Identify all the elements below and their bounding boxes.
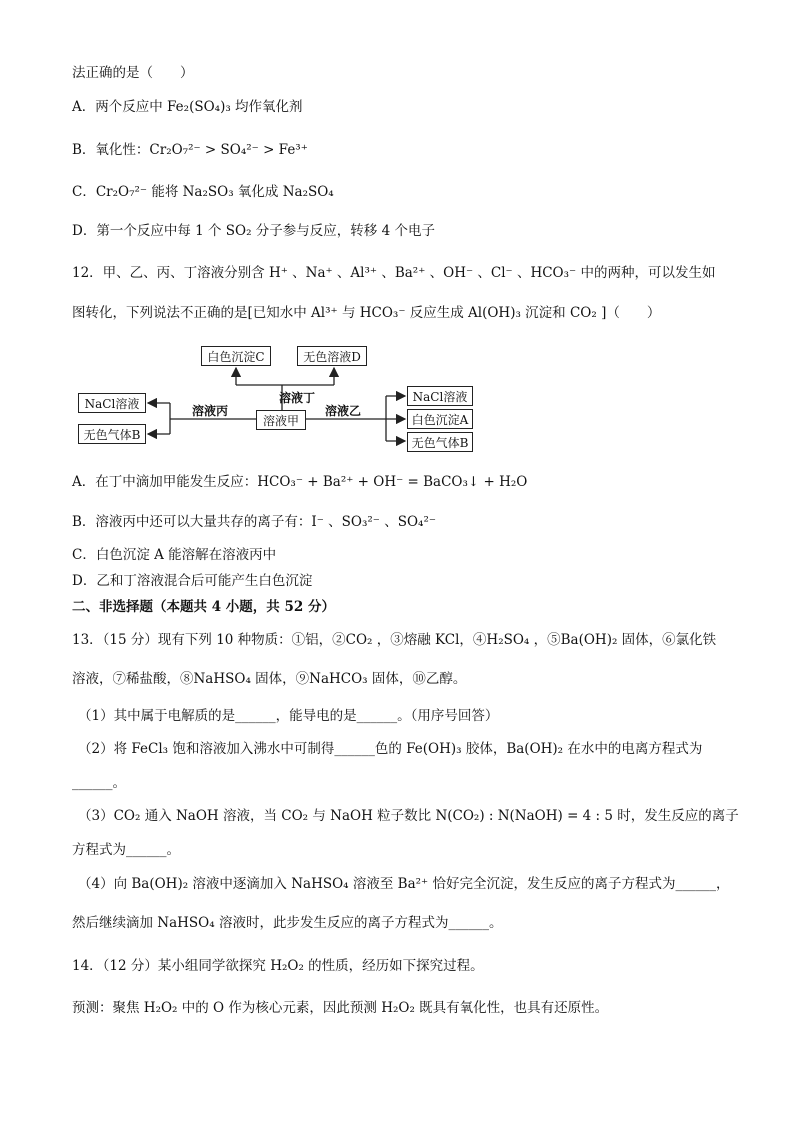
q13-stem-line2: 溶液，⑦稀盐酸，⑧NaHSO₄ 固体，⑨NaHCO₃ 固体，⑩乙醇。 bbox=[72, 671, 467, 687]
diagram-arrows bbox=[0, 0, 794, 460]
q13-part2-blank: ______。 bbox=[72, 775, 126, 791]
q11-option-b: B．氧化性：Cr₂O₇²⁻ > SO₄²⁻ > Fe³⁺ bbox=[72, 142, 308, 158]
section-heading: 二、非选择题（本题共 4 小题，共 52 分） bbox=[72, 599, 335, 615]
box-solution-jia: 溶液甲 bbox=[256, 410, 306, 430]
box-gas-b-left: 无色气体B bbox=[78, 424, 146, 444]
q12-option-d: D．乙和丁溶液混合后可能产生白色沉淀 bbox=[72, 573, 313, 589]
q12-option-b: B．溶液丙中还可以大量共存的离子有：I⁻ 、SO₃²⁻ 、SO₄²⁻ bbox=[72, 514, 436, 530]
q11-stem-end: 法正确的是（ ） bbox=[72, 65, 194, 81]
box-nacl-right: NaCl溶液 bbox=[407, 386, 473, 406]
q13-part4-continued: 然后继续滴加 NaHSO₄ 溶液时，此步发生反应的离子方程式为______。 bbox=[72, 915, 503, 931]
box-nacl-left: NaCl溶液 bbox=[78, 393, 146, 413]
label-solution-bing: 溶液丙 bbox=[192, 404, 229, 418]
q11-option-d: D．第一个反应中每 1 个 SO₂ 分子参与反应，转移 4 个电子 bbox=[72, 223, 435, 239]
q11-option-a: A．两个反应中 Fe₂(SO₄)₃ 均作氧化剂 bbox=[72, 99, 303, 115]
box-white-precipitate-a: 白色沉淀A bbox=[407, 409, 473, 429]
q13-part4: （4）向 Ba(OH)₂ 溶液中逐滴加入 NaHSO₄ 溶液至 Ba²⁺ 恰好完全沉淀，发生反应的离子方程式为______， bbox=[78, 876, 730, 892]
q13-stem-line1: 13．（15 分）现有下列 10 种物质：①铝，②CO₂ ，③熔融 KCl，④H₂SO₄ ，⑤Ba(OH)₂ 固体，⑥氯化铁 bbox=[72, 632, 717, 648]
box-white-precipitate-c: 白色沉淀C bbox=[201, 346, 271, 366]
q11-option-c: C．Cr₂O₇²⁻ 能将 Na₂SO₃ 氧化成 Na₂SO₄ bbox=[72, 184, 334, 200]
label-solution-ding: 溶液丁 bbox=[279, 391, 316, 405]
q13-part3-answer: 方程式为______。 bbox=[72, 842, 180, 858]
box-gas-b-right: 无色气体B bbox=[407, 432, 473, 452]
q13-part1: （1）其中属于电解质的是______，能导电的是______。（用序号回答） bbox=[78, 708, 499, 724]
q12-option-a: A．在丁中滴加甲能发生反应：HCO₃⁻ + Ba²⁺ + OH⁻ = BaCO₃↓ + H₂O bbox=[72, 474, 528, 490]
q14-prediction: 预测：聚焦 H₂O₂ 中的 O 作为核心元素，因此预测 H₂O₂ 既具有氧化性，也具有还原性。 bbox=[72, 1000, 609, 1016]
q12-option-c: C．白色沉淀 A 能溶解在溶液丙中 bbox=[72, 547, 277, 563]
q13-part2: （2）将 FeCl₃ 饱和溶液加入沸水中可制得______色的 Fe(OH)₃ 胶体，Ba(OH)₂ 在水中的电离方程式为 bbox=[78, 741, 703, 757]
box-colorless-solution-d: 无色溶液D bbox=[297, 346, 367, 366]
label-solution-yi: 溶液乙 bbox=[325, 404, 362, 418]
q12-stem-line2: 图转化，下列说法不正确的是[已知水中 Al³⁺ 与 HCO₃⁻ 反应生成 Al(OH)₃ 沉淀和 CO₂ ]（ ） bbox=[72, 305, 661, 321]
q12-stem-line1: 12．甲、乙、丙、丁溶液分别含 H⁺ 、Na⁺ 、Al³⁺ 、Ba²⁺ 、OH⁻ 、Cl⁻ 、HCO₃⁻ 中的两种，可以发生如 bbox=[72, 265, 716, 281]
q14-stem: 14．（12 分）某小组同学欲探究 H₂O₂ 的性质，经历如下探究过程。 bbox=[72, 958, 484, 974]
q13-part3: （3）CO₂ 通入 NaOH 溶液，当 CO₂ 与 NaOH 粒子数比 N(CO₂) : N(NaOH) = 4 : 5 时，发生反应的离子 bbox=[78, 808, 739, 824]
